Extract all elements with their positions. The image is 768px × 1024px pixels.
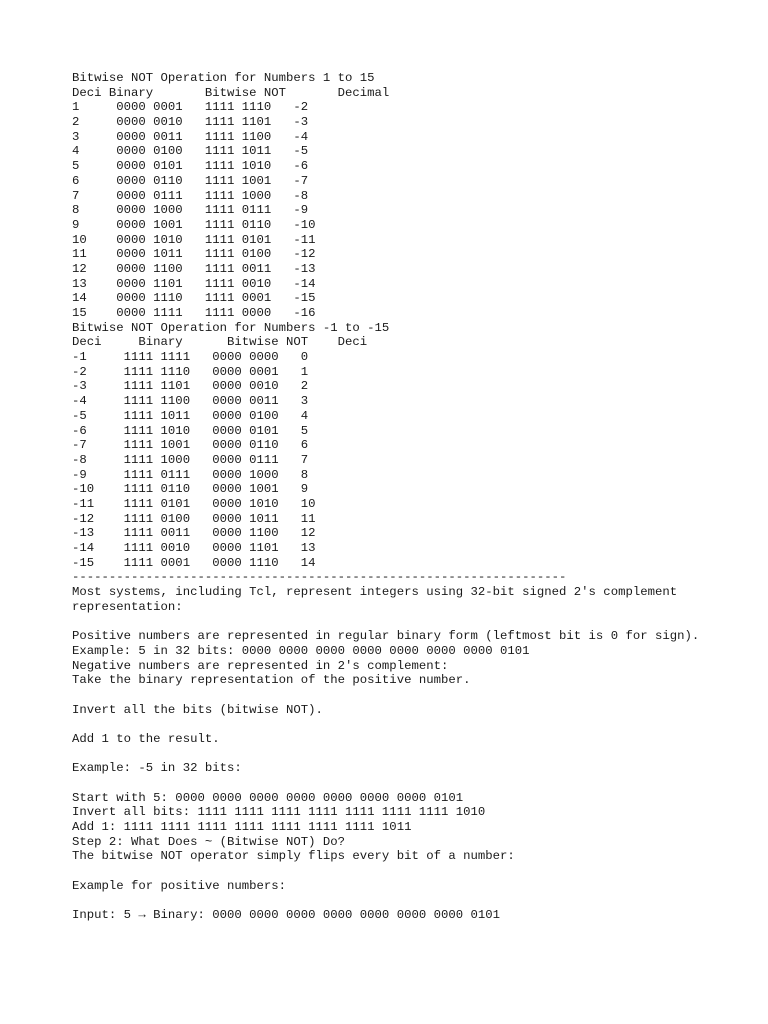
example-positive-numbers: Example for positive numbers: [72, 878, 287, 893]
table1-row: 15 0000 1111 1111 0000 -16 [72, 306, 316, 320]
negative-heading: Negative numbers are represented in 2's complement: [72, 658, 449, 673]
table1-row: 5 0000 0101 1111 1010 -6 [72, 159, 309, 174]
step-take: Take the binary representation of the positive number. [72, 673, 471, 688]
example-positive: Example: 5 in 32 bits: 0000 0000 0000 0000 0000 0000 0000 0101 [72, 643, 530, 658]
blank-line [72, 776, 712, 791]
blank-line [72, 614, 712, 629]
table2-row: -10 1111 0110 0000 1001 9 [72, 482, 309, 497]
table1-row: 13 0000 1101 1111 0010 -14 [72, 276, 316, 291]
document-body [72, 71, 712, 923]
blank-line [72, 864, 712, 879]
table2-row: -2 1111 1110 0000 0001 1 [72, 364, 309, 379]
table1-row: 4 0000 0100 1111 1011 -5 [72, 144, 309, 159]
table1-row: 8 0000 1000 1111 0111 -9 [72, 203, 309, 218]
table1-row: 14 0000 1110 1111 0001 -15 [72, 291, 316, 306]
start-with-line: Start with 5: 0000 0000 0000 0000 0000 0000 0000 0101 [72, 790, 464, 805]
blank-line [72, 717, 712, 732]
example-negative: Example: -5 in 32 bits: [72, 761, 242, 776]
table2-row: -13 1111 0011 0000 1100 12 [72, 526, 316, 541]
table2-row: -14 1111 0010 0000 1101 13 [72, 541, 316, 555]
table1-row: 11 0000 1011 1111 0100 -12 [72, 247, 316, 262]
add-one-line: Add 1: 1111 1111 1111 1111 1111 1111 1111 1011 [72, 820, 412, 835]
table1-row: 2 0000 0010 1111 1101 -3 [72, 115, 309, 130]
table1-row: 12 0000 1100 1111 0011 -13 [72, 261, 316, 276]
table2-row: -8 1111 1000 0000 0111 7 [72, 452, 309, 467]
blank-line [72, 894, 712, 909]
table2-row: -5 1111 1011 0000 0100 4 [72, 408, 309, 423]
blank-line [72, 688, 712, 703]
table2-row: -1 1111 1111 0000 0000 0 [72, 350, 309, 365]
positive-paragraph: Positive numbers are represented in regular binary form (leftmost bit is 0 for sign). [72, 629, 700, 644]
table2-row: -9 1111 0111 0000 1000 8 [72, 467, 309, 482]
table2-row: -3 1111 1101 0000 0010 2 [72, 379, 309, 394]
step-add: Add 1 to the result. [72, 731, 220, 746]
step2-heading: Step 2: What Does ~ (Bitwise NOT) Do? [72, 834, 346, 849]
table1-row: 6 0000 0110 1111 1001 -7 [72, 173, 309, 188]
step-invert: Invert all the bits (bitwise NOT). [72, 702, 323, 717]
table1-row: 9 0000 1001 1111 0110 -10 [72, 217, 316, 232]
input-line: Input: 5 → Binary: 0000 0000 0000 0000 0000 0000 0000 0101 [72, 908, 501, 923]
table1-header: Deci Binary Bitwise NOT Decimal [72, 85, 390, 100]
invert-all-line: Invert all bits: 1111 1111 1111 1111 1111 1111 1111 1010 [72, 805, 486, 820]
table1-row: 10 0000 1010 1111 0101 -11 [72, 232, 316, 247]
table1-row: 1 0000 0001 1111 1110 -2 [72, 100, 309, 115]
table1-rows [72, 100, 712, 320]
table2-row: -12 1111 0100 0000 1011 11 [72, 511, 316, 526]
table1-row: 3 0000 0011 1111 1100 -4 [72, 129, 309, 144]
intro-paragraph: Most systems, including Tcl, represent integers using 32-bit signed 2's complement representation: [72, 585, 685, 614]
flip-description: The bitwise NOT operator simply flips every bit of a number: [72, 849, 515, 864]
table2-rows [72, 350, 712, 570]
table2-row: -15 1111 0001 0000 1110 14 [72, 555, 316, 570]
table1-row: 7 0000 0111 1111 1000 -8 [72, 188, 309, 203]
separator-line: ------------------------------------------------------------------- [72, 570, 567, 585]
table1-title: Bitwise NOT Operation for Numbers 1 to 15 [72, 71, 375, 85]
table2-row: -11 1111 0101 0000 1010 10 [72, 496, 316, 511]
table2-row: -7 1111 1001 0000 0110 6 [72, 438, 309, 453]
table2-row: -6 1111 1010 0000 0101 5 [72, 423, 309, 438]
table2-title: Bitwise NOT Operation for Numbers -1 to -15 [72, 320, 390, 335]
table2-row: -4 1111 1100 0000 0011 3 [72, 394, 309, 409]
table2-header: Deci Binary Bitwise NOT Deci [72, 335, 368, 350]
blank-line [72, 747, 712, 762]
